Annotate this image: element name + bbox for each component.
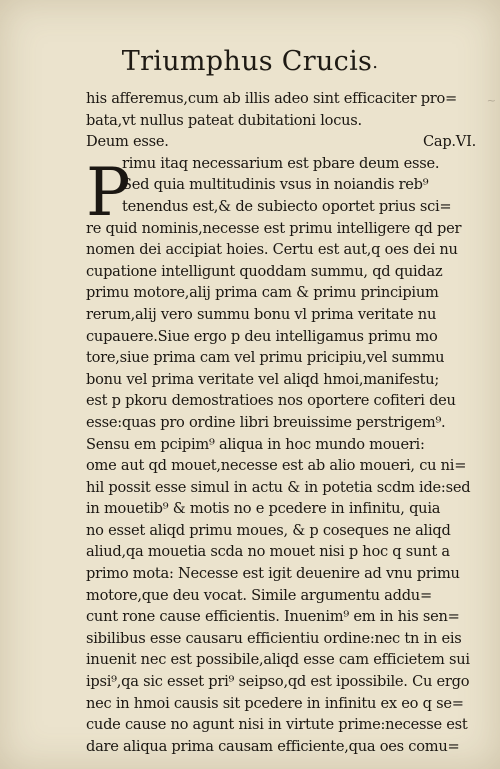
margin-mark: ~ [486, 94, 496, 107]
text-line: re quid nominis,necesse est primu intelligere qd per [86, 219, 462, 237]
text-block [86, 88, 476, 757]
text-line: tenendus est,& de subiecto oportet prius sci= [122, 197, 452, 215]
text-line: Sensu em pcipim⁹ aliqua in hoc mundo moueri: [86, 435, 425, 453]
text-line: dare aliqua prima causam efficiente,qua oes comu= [86, 737, 460, 755]
text-line: rerum,alij vero summu bonu vl prima veritate nu [86, 305, 437, 323]
text-line: motore,que deu vocat. Simile argumentu addu= [86, 586, 432, 604]
text-line: cupauere.Siue ergo p deu intelligamus primu mo [86, 327, 438, 345]
title-text: Triumphus Crucis [121, 46, 373, 77]
text-line: cude cause no agunt nisi in virtute prime:necesse est [86, 716, 468, 734]
text-line: est p pkoru demostratioes nos oportere cofiteri deu [86, 392, 456, 410]
text-line: nec in hmoi causis sit pcedere in infinitu ex eo q se= [86, 694, 464, 712]
section-title: Deum esse. [86, 133, 169, 151]
chapter-number: Cap.VI. [422, 133, 476, 151]
text-line: tore,siue prima cam vel primu pricipiu,vel summu [86, 349, 445, 367]
text-line: bonu vel prima veritate vel aliqd hmoi,manifestu; [86, 370, 440, 388]
text-line: no esset aliqd primu moues, & p coseques ne aliqd [86, 521, 451, 539]
title-mark: . [372, 51, 379, 73]
text-line: hil possit esse simul in actu & in potetia scdm ide:sed [86, 478, 471, 496]
text-line: aliud,qa mouetia scda no mouet nisi p hoc q sunt a [86, 543, 450, 561]
text-line: rimu itaq necessarium est pbare deum esse. [122, 154, 440, 172]
text-line: sibilibus esse causaru efficientiu ordine:nec tn in eis [86, 629, 462, 647]
text-line: cupatione intelligunt quoddam summu, qd quidaz [86, 262, 443, 280]
text-line: in mouetib⁹ & motis no e pcedere in infinitu, quia [86, 500, 441, 518]
running-title [0, 46, 500, 77]
text-line: Sed quia multitudinis vsus in noiandis reb⁹ [122, 176, 429, 194]
text-line: cunt rone cause efficientis. Inuenim⁹ em in his sen= [86, 608, 460, 626]
text-line: primu motore,alij prima cam & primu principium [86, 284, 439, 302]
chapter-heading [86, 131, 476, 153]
text-line: his afferemus,cum ab illis adeo sint efficaciter pro= [86, 90, 458, 107]
text-line: primo mota: Necesse est igit deuenire ad vnu primu [86, 565, 460, 583]
text-line: bata,vt nullus pateat dubitationi locus. [86, 111, 362, 129]
text-line: nomen dei accipiat hoies. Certu est aut,q oes dei nu [86, 241, 458, 259]
text-line: esse:quas pro ordine libri breuissime perstrigem⁹. [86, 413, 446, 431]
text-line: ipsi⁹,qa sic esset pri⁹ seipso,qd est ipossibile. Cu ergo [86, 673, 470, 691]
drop-initial: P [86, 154, 131, 231]
text-line: ome aut qd mouet,necesse est ab alio moueri, cu ni= [86, 457, 467, 475]
text-line: inuenit nec est possibile,aliqd esse cam efficietem sui [86, 651, 470, 669]
